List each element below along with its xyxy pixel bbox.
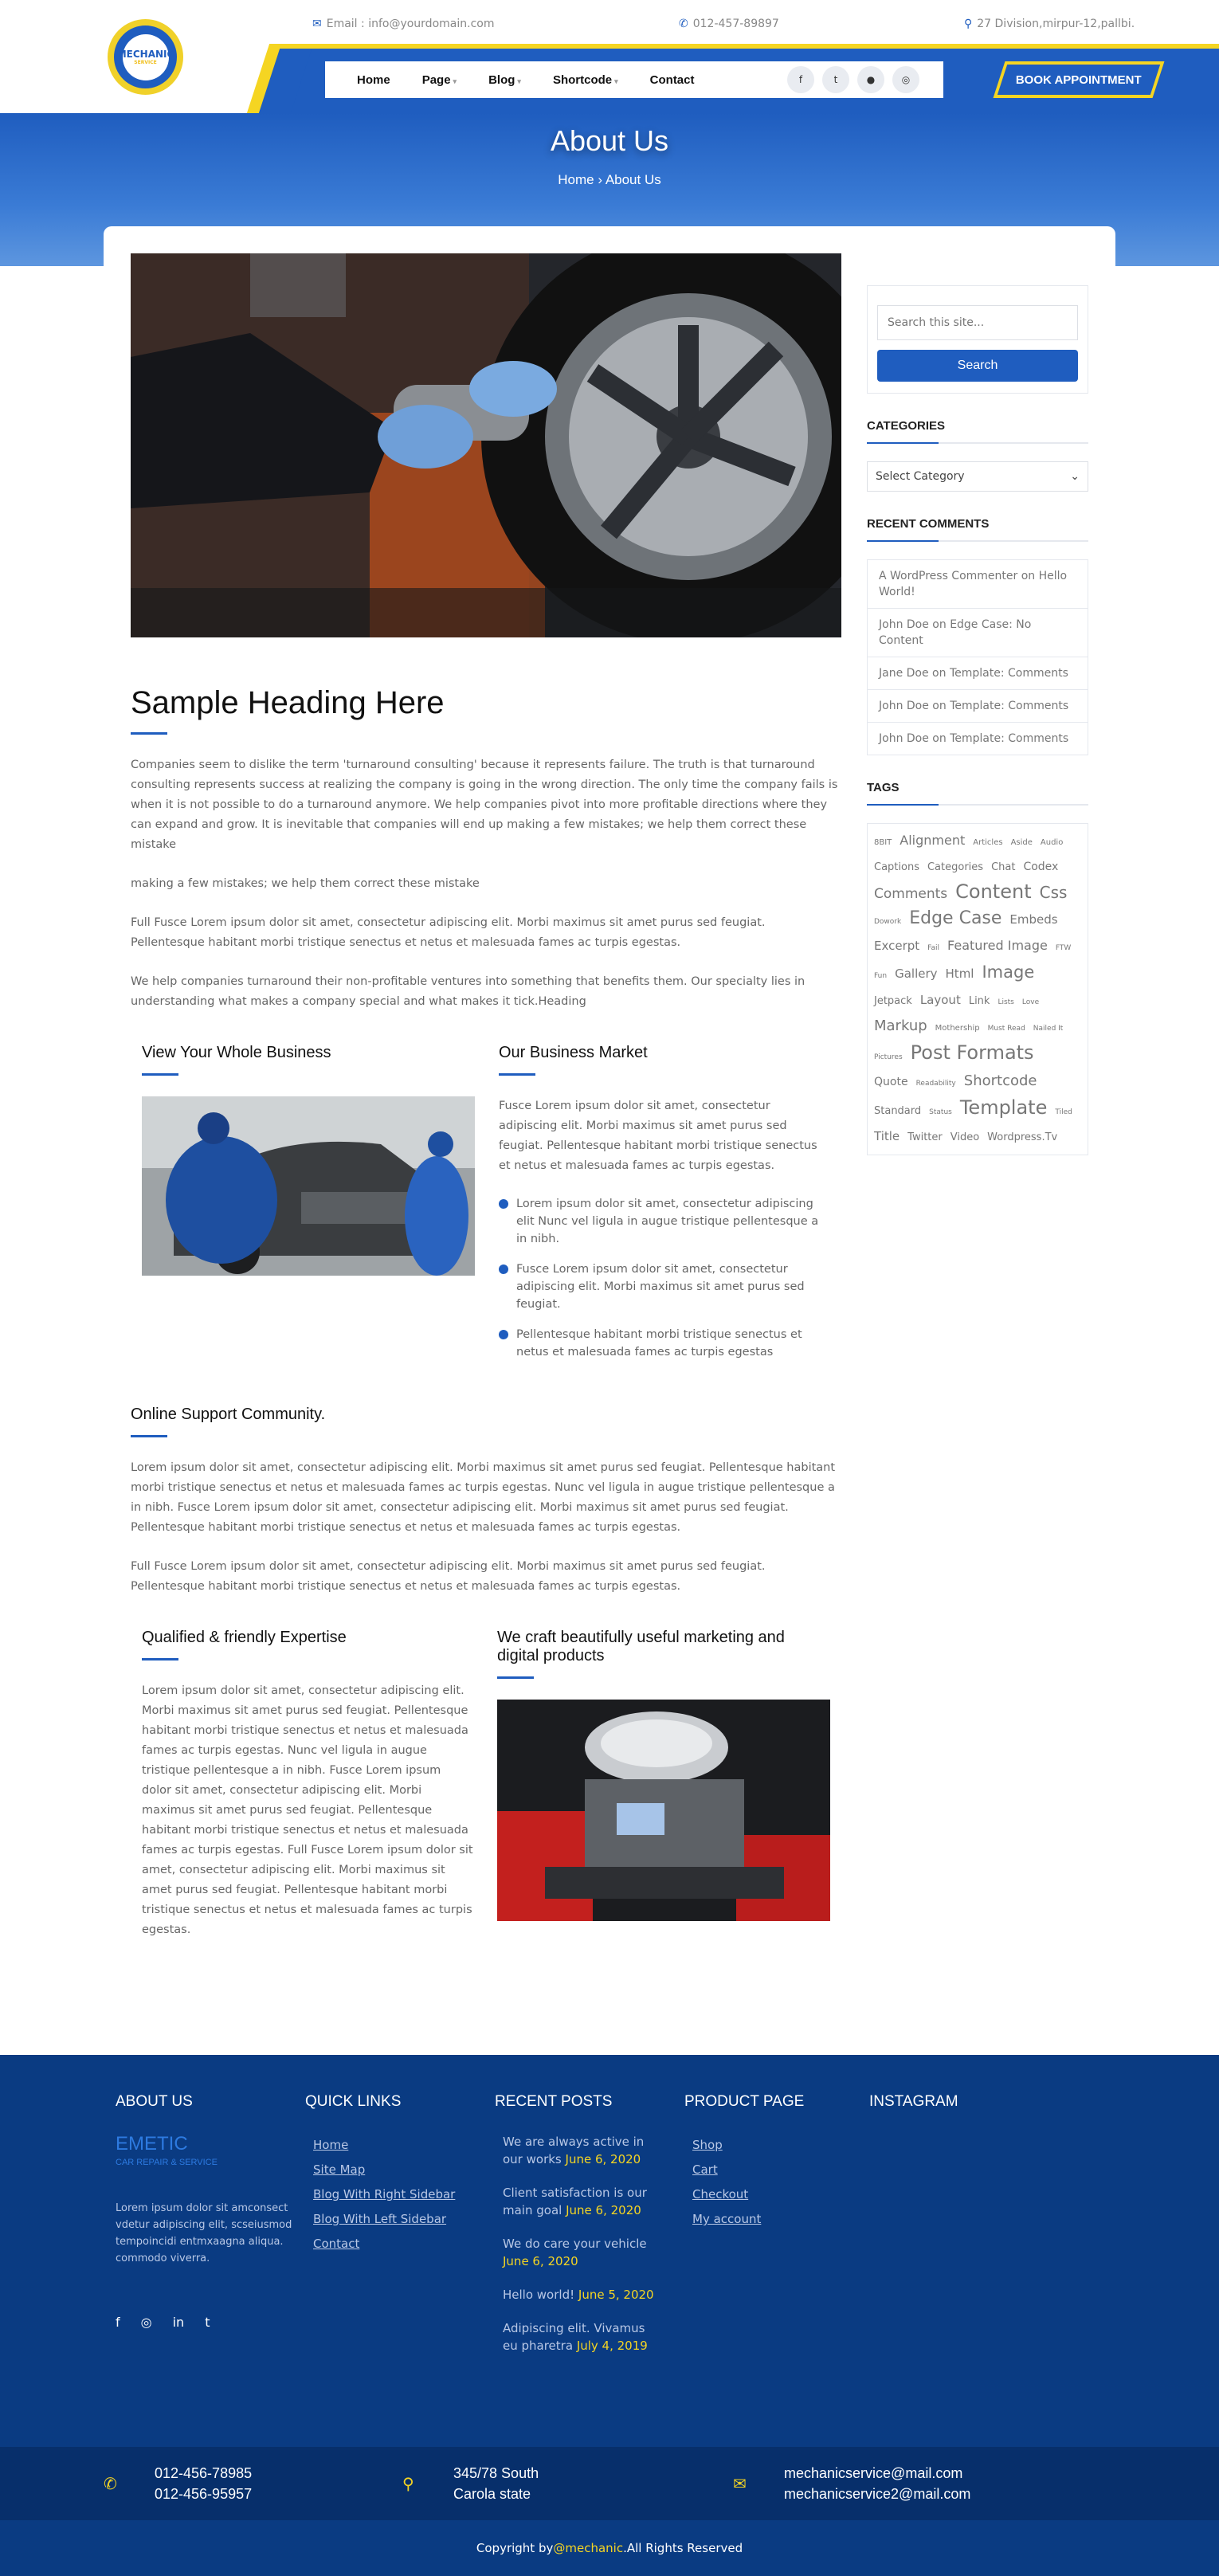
chevron-down-icon: ⌄ [1070,470,1080,483]
post-title: Hello world! [503,2288,575,2302]
tag-link[interactable]: Dowork [874,918,902,926]
map-pin-icon: ⚲ [964,18,973,30]
footer-email [669,2463,1147,2504]
footer-link[interactable]: Blog With Left Sidebar [313,2212,447,2226]
tag-link[interactable]: Audio [1040,838,1064,847]
content-panel [104,226,1115,2023]
twitter-icon[interactable]: t [205,2315,210,2330]
footer-link[interactable]: Blog With Right Sidebar [313,2187,456,2202]
tag-link[interactable]: Chat [991,861,1016,873]
footer-link[interactable]: Checkout [692,2187,749,2202]
nav-blog[interactable] [488,73,521,87]
paragraph-2: making a few mistakes; we help them correct these mistake [131,877,480,890]
gear-icon [116,34,174,80]
post-date: June 6, 2020 [503,2254,578,2268]
nav-contact[interactable] [650,73,695,87]
category-select-value: Select Category [876,470,965,483]
tag-link[interactable]: Must Read [987,1025,1025,1033]
breadcrumb-current: About Us [605,172,661,187]
categories-title: CATEGORIES [867,419,1088,444]
tag-link[interactable]: Pictures [874,1053,903,1061]
business-row [131,1031,841,1374]
tire-change-illustration [131,253,841,637]
tag-link[interactable]: Template [959,1096,1048,1119]
tag-link[interactable]: Nailed It [1033,1025,1064,1033]
facebook-icon[interactable]: f [787,66,814,93]
section-heading: Sample Heading Here [131,685,445,720]
comment-item[interactable]: John Doe on Template: Comments [879,732,1069,745]
footer-email-1[interactable]: mechanicservice@mail.com [784,2465,963,2481]
header-phone [679,18,779,30]
footer-instagram [869,2093,958,2447]
post-date: June 6, 2020 [565,2152,641,2166]
chevron-down-icon: ▾ [614,76,618,85]
breadcrumb [0,172,1219,188]
footer-brand-sub: CAR REPAIR & SERVICE [116,2158,218,2167]
copyright [0,2520,1219,2576]
logo-subtext: SERVICE [134,60,157,65]
tag-link[interactable]: Video [950,1131,980,1143]
whole-business-column [142,1031,475,1374]
heading-underline [131,732,167,735]
tag-link[interactable]: Love [1021,998,1040,1006]
column-title: Our Business Market [499,1044,648,1061]
category-select[interactable] [867,461,1088,492]
tag-link[interactable]: Standard [874,1105,922,1117]
recent-comments-title: RECENT COMMENTS [867,517,1088,542]
footer-socials [116,2315,305,2330]
nav-home-label: Home [357,73,390,87]
comment-item[interactable]: A WordPress Commenter on Hello World! [868,560,1088,609]
recent-post[interactable] [503,2184,654,2219]
footer-phone [0,2463,335,2504]
tag-link[interactable]: Shortcode [963,1072,1037,1089]
envelope-icon: ✉ [733,2474,747,2493]
nav-page[interactable] [422,73,457,87]
tag-link[interactable]: Twitter [907,1131,943,1143]
copyright-brand-link[interactable]: @mechanic [553,2541,624,2555]
support-heading: Online Support Community. [131,1406,326,1423]
recent-post[interactable] [503,2235,654,2270]
nav-page-label: Page [421,73,451,87]
footer-columns [0,2093,1219,2447]
recent-post[interactable] [503,2319,654,2354]
footer-product-page [684,2093,869,2447]
tag-link[interactable]: Excerpt [874,939,920,953]
footer-link[interactable]: Contact [313,2237,360,2251]
twitter-icon[interactable]: t [822,66,849,93]
tag-link[interactable]: Html [945,966,974,981]
map-pin-icon: ⚲ [402,2474,414,2493]
footer-phone-2: 012-456-95957 [155,2486,253,2502]
tag-link[interactable]: Layout [919,993,961,1007]
nav-shortcode-label: Shortcode [552,73,613,87]
tag-link[interactable]: Categories [927,861,984,873]
heading-underline [131,1435,167,1437]
tag-link[interactable]: Css [1039,883,1068,902]
tag-link[interactable]: Aside [1010,838,1033,847]
post-title: Adipiscing elit. Vivamus eu pharetra [503,2321,645,2353]
recent-comments-list [867,559,1088,755]
post-title: We are always active in our works [503,2135,645,2166]
site-header [0,0,1219,113]
site-logo[interactable] [108,19,183,95]
facebook-icon[interactable]: f [116,2315,120,2330]
footer-link[interactable]: Shop [692,2138,723,2152]
header-address [964,18,1135,30]
main-nav [325,61,943,98]
expertise-row [131,1616,841,1959]
tag-link[interactable]: Captions [874,861,919,873]
instagram-title: INSTAGRAM [869,2093,958,2110]
footer-brand: EMETIC [116,2133,188,2155]
tag-link[interactable]: Alignment [900,833,966,848]
tag-link[interactable]: Lists [998,998,1014,1006]
heading-underline [499,1073,535,1076]
nav-shortcode[interactable] [553,73,618,87]
envelope-icon: ✉ [312,18,322,30]
search-button[interactable]: Search [877,350,1078,382]
heading-underline [142,1073,178,1076]
quick-links-title: QUICK LINKS [305,2093,402,2110]
footer-address-1: 345/78 South [453,2465,539,2481]
paragraph-4: We help companies turnaround their non-profitable ventures into something that benefits them. Our specialty lies in understanding what makes a company special and what makes it tick.Heading [131,975,805,1008]
main-content [131,253,841,1959]
book-appointment-label: BOOK APPOINTMENT [1016,73,1142,87]
footer-contact-bar [0,2447,1219,2520]
header-address-text: 27 Division,mirpur-12,pallbi. [977,18,1135,30]
footer-quick-links [305,2093,495,2447]
bullet-list [499,1195,830,1361]
post-title: Client satisfaction is our main goal [503,2186,647,2217]
nav-contact-label: Contact [649,73,695,87]
chat-icon[interactable]: ● [857,66,884,93]
footer-about [116,2093,305,2447]
tag-link[interactable]: Readability [915,1080,956,1088]
footer-link[interactable]: My account [692,2212,762,2226]
footer-logo[interactable] [116,2133,305,2168]
header-phone-text: 012-457-89897 [692,18,779,30]
book-appointment-button[interactable] [994,61,1165,98]
column-title: View Your Whole Business [142,1044,331,1061]
nav-blog-label: Blog [488,73,515,87]
expertise-column [142,1616,473,1959]
tag-link[interactable]: Wordpress.Tv [987,1131,1058,1143]
footer-recent-posts [495,2093,684,2447]
footer-about-text: Lorem ipsum dolor sit amconsect vdetur adipiscing elit, scseiusmod tempoincidi entmxaagna aliqua. commodo viverra. [116,2202,292,2264]
tag-link[interactable]: Articles [973,838,1003,847]
intro-paragraph: Companies seem to dislike the term 'turnaround consulting' because it represents failure. The truth is that turnaround consulting represents success at realizing the company is going in the wrong direction. The only time the company fails is when it is not possible to do a turnaround anymore. We help companies pivot into more profitable directions where they can expand and grow. It is inevitable that companies will end up making a few mistakes; we help them correct these mistake [131,759,838,851]
footer-address-2: Carola state [453,2486,531,2502]
tag-link[interactable]: Status [929,1108,952,1116]
tag-link[interactable]: Fun [874,972,888,980]
recent-post[interactable] [503,2133,654,2168]
column-text: Fusce Lorem ipsum dolor sit amet, consectetur adipiscing elit. Morbi maximus sit amet purus sed feugiat. Pellentesque habitant morbi tristique senectus et netus et malesuada fames ac turpis egestas. [499,1100,817,1172]
tag-link[interactable]: Title [874,1129,900,1143]
site-footer [0,2055,1219,2576]
instagram-icon[interactable]: ◎ [892,66,919,93]
tire-change-image [131,253,841,637]
paragraph-3: Full Fusce Lorem ipsum dolor sit amet, consectetur adipiscing elit. Morbi maximus sit amet purus sed feugiat. Pellentesque habitant morbi tristique senectus et netus et malesuada fames ac turpis egestas. [131,916,766,949]
header-email [312,18,494,30]
instagram-icon[interactable]: ◎ [140,2315,152,2330]
tag-link[interactable]: Post Formats [910,1041,1034,1064]
recent-post[interactable] [503,2286,654,2304]
column-title: Qualified & friendly Expertise [142,1629,347,1646]
tag-cloud [867,823,1088,1155]
tag-link[interactable]: Featured Image [947,938,1048,953]
chevron-down-icon: ▾ [453,76,457,85]
nav-home[interactable] [357,73,390,87]
footer-phone-1: 012-456-78985 [155,2465,253,2481]
post-date: June 5, 2020 [578,2288,654,2302]
tag-link[interactable]: Embeds [1009,912,1058,927]
header-email-text: Email : info@yourdomain.com [326,18,495,30]
tag-link[interactable]: Edge Case [909,908,1002,928]
tag-link[interactable]: Link [968,995,990,1007]
copyright-prefix: Copyright by [476,2541,554,2555]
breadcrumb-separator: › [598,172,603,187]
comment-item[interactable]: John Doe on Edge Case: No Content [868,609,1088,657]
recent-posts-title: RECENT POSTS [495,2093,613,2110]
mechanics-image [142,1096,475,1276]
copyright-suffix: .All Rights Reserved [623,2541,743,2555]
business-market-column [499,1031,830,1374]
phone-icon: ✆ [679,18,688,30]
tag-link[interactable]: Gallery [895,966,938,981]
column-text: Lorem ipsum dolor sit amet, consectetur adipiscing elit. Morbi maximus sit amet purus sed feugiat. Pellentesque habitant morbi tristique senectus et netus et malesuada fames ac turpis egestas. Nunc vel ligula in augue tristique pellentesque a in nibh. Fusce Lorem ipsum dolor sit amet, consectetur adipiscing elit. Morbi maximus sit amet purus sed feugiat. Pellentesque habitant morbi tristique senectus et netus et malesuada fames ac turpis egestas. Full Fusce Lorem ipsum dolor sit amet, consectetur adipiscing elit. Morbi maximus sit amet purus sed feugiat. Pellentesque habitant morbi tristique senectus et netus et malesuada fames ac turpis egestas. [142,1684,473,1936]
chevron-down-icon: ▾ [517,76,521,85]
nav-band [280,44,1219,113]
footer-email-2[interactable]: mechanicservice2@mail.com [784,2486,971,2502]
footer-link[interactable]: Home [313,2138,349,2152]
tag-link[interactable]: Quote [874,1076,908,1088]
engine-image [497,1700,830,1921]
list-item: Fusce Lorem ipsum dolor sit amet, consectetur adipiscing elit. Morbi maximus sit amet purus sed feugiat. [499,1261,830,1313]
tag-link[interactable]: Mothership [935,1024,980,1033]
search-widget [867,285,1088,394]
column-title: We craft beautifully useful marketing and digital products [497,1629,785,1664]
support-paragraph: Lorem ipsum dolor sit amet, consectetur adipiscing elit. Morbi maximus sit amet purus sed feugiat. Pellentesque habitant morbi tristique senectus et netus et malesuada fames ac turpis egestas. Nunc vel ligula in augue tristique pellentesque a in nibh. Fusce Lorem ipsum dolor sit amet, consectetur adipiscing elit. Morbi maximus sit amet purus sed feugiat. Pellentesque habitant morbi tristique senectus et netus et malesuada fames ac turpis egestas. [131,1461,836,1534]
post-date: June 6, 2020 [566,2203,641,2217]
page-title: About Us [550,124,669,157]
phone-icon: ✆ [104,2474,117,2493]
marketing-column [497,1616,830,1959]
comment-item[interactable]: John Doe on Template: Comments [868,690,1088,723]
list-item: Pellentesque habitant morbi tristique senectus et netus et malesuada fames ac turpis egestas [499,1326,830,1361]
logo-text: MECHANIC [116,49,174,60]
tag-link[interactable]: Image [982,963,1035,982]
tag-link[interactable]: Fail [927,944,940,952]
post-title: We do care your vehicle [503,2237,647,2251]
footer-link[interactable]: Site Map [313,2162,366,2177]
tag-link[interactable]: Codex [1023,861,1059,873]
tag-link[interactable]: Markup [874,1017,927,1034]
sidebar [867,285,1088,1959]
tag-link[interactable]: 8BIT [874,838,892,847]
support-paragraph-2: Full Fusce Lorem ipsum dolor sit amet, consectetur adipiscing elit. Morbi maximus sit amet purus sed feugiat. Pellentesque habitant morbi tristique senectus et netus et malesuada fames ac turpis egestas. [131,1560,766,1593]
tags-title: TAGS [867,781,1088,806]
heading-underline [497,1676,534,1679]
tag-link[interactable]: Tiled [1055,1108,1072,1116]
linkedin-icon[interactable]: in [172,2315,185,2330]
post-date: July 4, 2019 [576,2339,648,2353]
tag-link[interactable]: FTW [1055,944,1072,952]
tag-link[interactable]: Content [955,880,1032,903]
search-input[interactable] [877,305,1078,340]
comment-item[interactable]: Jane Doe on Template: Comments [868,657,1088,690]
tag-link[interactable]: Jetpack [874,995,912,1007]
heading-underline [142,1658,178,1660]
header-socials [787,66,919,93]
footer-address [335,2463,669,2504]
breadcrumb-home[interactable]: Home [558,172,594,187]
tag-link[interactable]: Comments [874,886,948,902]
list-item: Lorem ipsum dolor sit amet, consectetur adipiscing elit Nunc vel ligula in augue tristique pellentesque a in nibh. [499,1195,830,1248]
product-page-title: PRODUCT PAGE [684,2093,805,2110]
footer-link[interactable]: Cart [692,2162,718,2177]
footer-about-title: ABOUT US [116,2093,193,2110]
